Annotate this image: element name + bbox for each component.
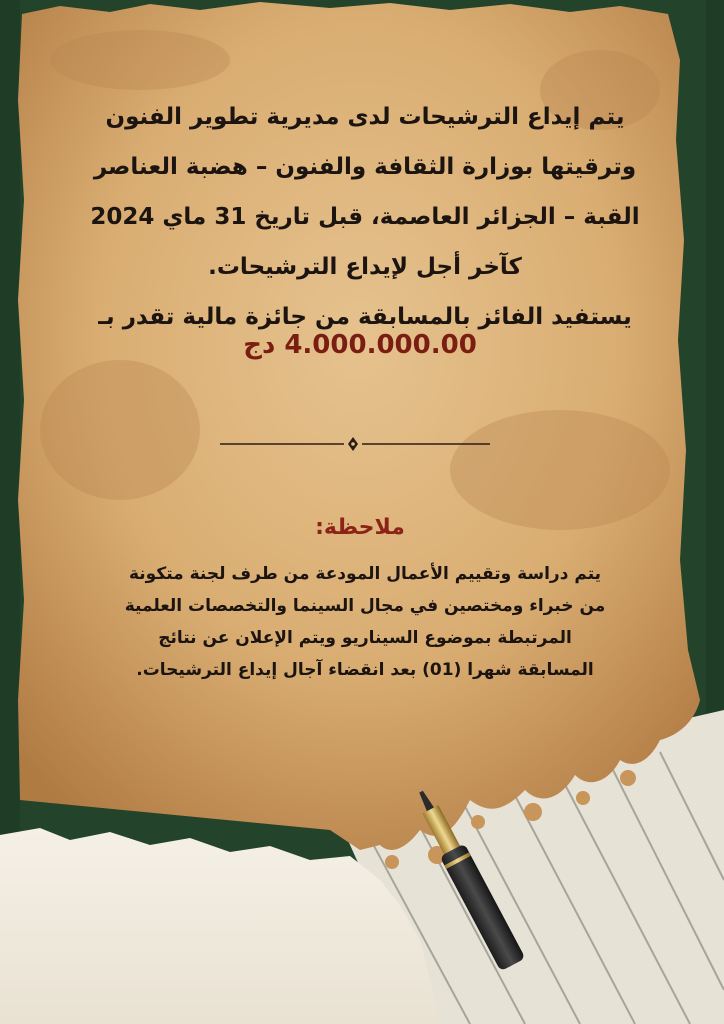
announcement-line: يتم إيداع الترشيحات لدى مديرية تطوير الفنون [105,104,625,130]
note-text [80,558,650,686]
note-line: يتم دراسة وتقييم الأعمال المودعة من طرف لجنة متكونة [128,564,602,584]
note-line: المرتبطة بموضوع السيناريو ويتم الإعلان عن نتائج [158,628,572,648]
announcement-line: وترقيتها بوزارة الثقافة والفنون – هضبة العناصر [93,154,637,180]
announcement-line: القبة – الجزائر العاصمة، قبل تاريخ 31 ماي 2024 [90,204,640,230]
announcement-line: كآخر أجل لإيداع الترشيحات. [208,254,522,280]
announcement-text [70,92,660,342]
note-title: ملاحظة: [315,515,405,540]
note-line: المسابقة شهرا (01) بعد انقضاء آجال إيداع الترشيحات. [136,660,594,680]
announcement-line: يستفيد الفائز بالمسابقة من جائزة مالية تقدر بـ [98,304,632,330]
note-line: من خبراء ومختصين في مجال السينما والتخصصات العلمية [124,596,606,616]
prize-amount: 4.000.000.00 دج [243,330,477,360]
